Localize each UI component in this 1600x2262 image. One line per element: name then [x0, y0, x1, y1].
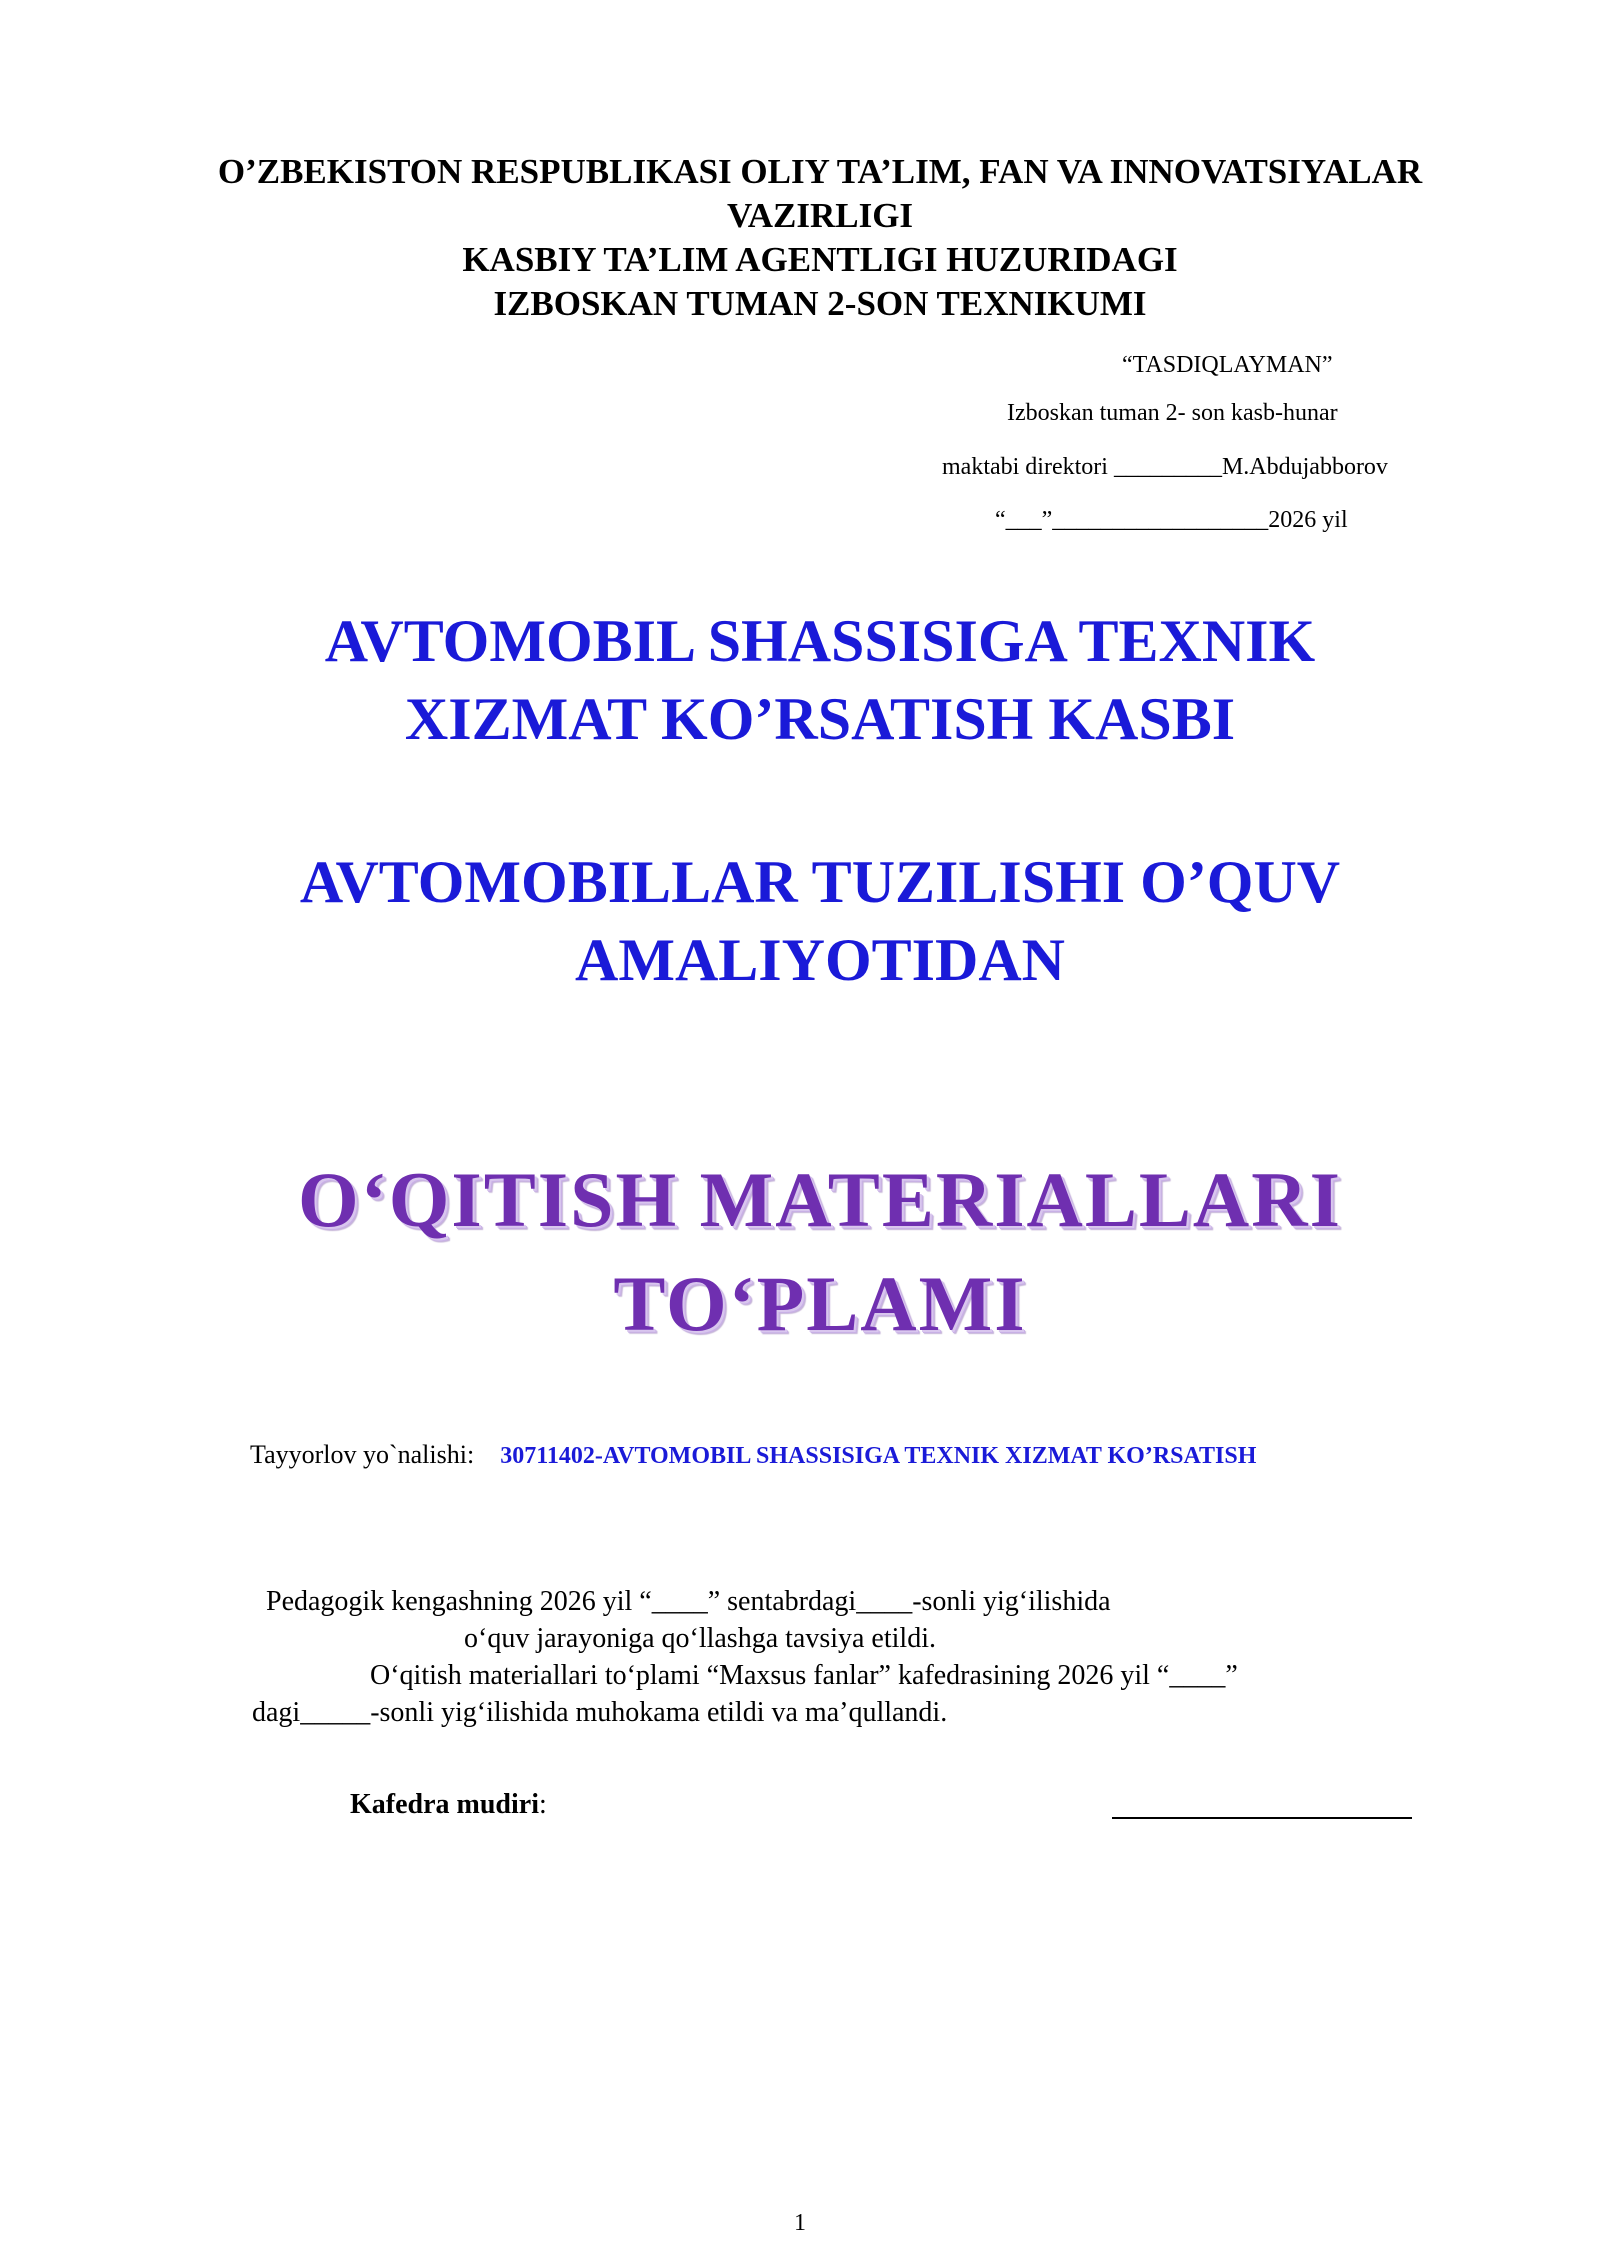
- council-line-2: o‘quv jarayoniga qo‘llashga tavsiya etildi.: [464, 1623, 936, 1654]
- kafedra-head-label: Kafedra mudiri: [350, 1789, 539, 1820]
- ministry-line-3: KASBIY TA’LIM AGENTLIGI HUZURIDAGI: [462, 240, 1178, 279]
- approval-title: “TASDIQLAYMAN”: [1122, 352, 1333, 378]
- materials-title-line-1: O‘QITISH MATERIALLARI: [298, 1156, 1342, 1243]
- council-line-1: Pedagogik kengashning 2026 yil “____” sentabrdagi____-sonli yig‘ilishida: [266, 1586, 1111, 1617]
- kafedra-colon: :: [539, 1789, 547, 1820]
- council-line-4: dagi_____-sonli yig‘ilishida muhokama etildi va ma’qullandi.: [252, 1697, 948, 1728]
- profession-title-line-1: AVTOMOBIL SHASSISIGA TEXNIK: [324, 608, 1316, 674]
- course-title-line-1: AVTOMOBILLAR TUZILISHI O’QUV: [299, 849, 1341, 915]
- materials-title: [60, 1150, 1580, 1354]
- materials-title-line-2: TO‘PLAMI: [613, 1260, 1027, 1347]
- kafedra-head: [350, 1787, 547, 1823]
- approval-line-1: Izboskan tuman 2- son kasb-hunar: [1007, 400, 1338, 426]
- direction-label: Tayyorlov yo`nalishi:: [250, 1440, 475, 1469]
- profession-title: [60, 602, 1580, 758]
- course-title: [60, 843, 1580, 999]
- ministry-line-1: O’ZBEKISTON RESPUBLIKASI OLIY TA’LIM, FAN VA INNOVATSIYALAR: [217, 152, 1423, 191]
- page-number: 1: [794, 2210, 806, 2236]
- ministry-line-2: VAZIRLIGI: [726, 196, 914, 235]
- training-direction: [250, 1438, 1256, 1473]
- profession-title-line-2: XIZMAT KO’RSATISH KASBI: [404, 686, 1236, 752]
- course-title-line-2: AMALIYOTIDAN: [574, 927, 1066, 993]
- direction-code: 30711402-AVTOMOBIL SHASSISIGA TEXNIK XIZMAT KO’RSATISH: [500, 1443, 1257, 1469]
- ministry-header: [60, 150, 1580, 326]
- approval-line-2: maktabi direktori _________M.Abdujabborov: [942, 454, 1388, 480]
- approval-line-3: “___”__________________2026 yil: [995, 507, 1348, 533]
- ministry-line-4: IZBOSKAN TUMAN 2-SON TEXNIKUMI: [493, 284, 1147, 323]
- signature-line: [1112, 1817, 1412, 1819]
- council-line-3: O‘qitish materiallari to‘plami “Maxsus fanlar” kafedrasining 2026 yil “____”: [370, 1660, 1238, 1691]
